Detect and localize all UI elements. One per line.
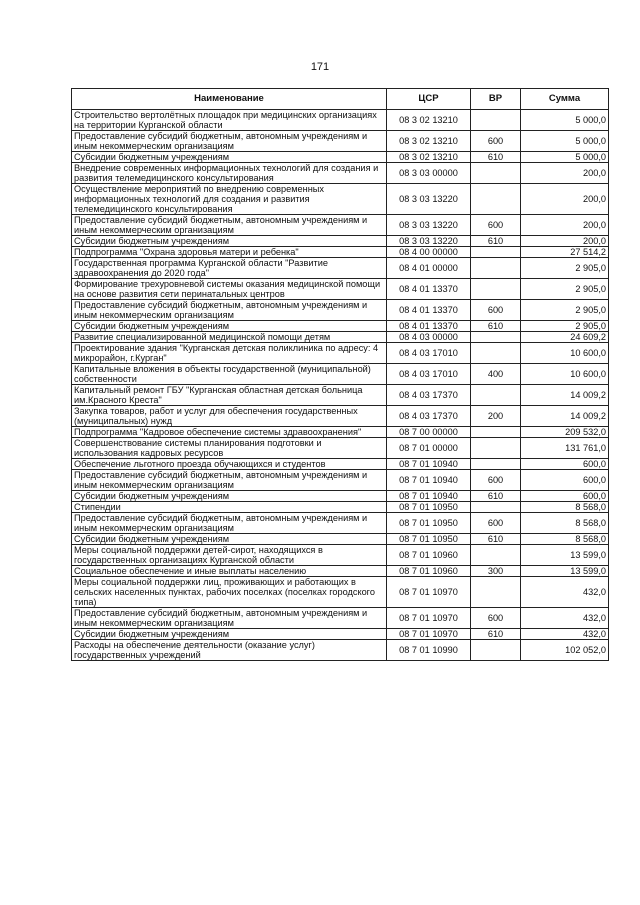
cell-vr [471, 163, 521, 184]
cell-csr: 08 4 03 17010 [387, 343, 471, 364]
table-row [72, 184, 609, 215]
cell-sum: 8 568,0 [521, 513, 609, 534]
cell-name: Формирование трехуровневой системы оказания медицинской помощи на основе развития сети перинатальных центров [72, 279, 387, 300]
cell-vr [471, 577, 521, 608]
table-row [72, 608, 609, 629]
cell-name: Внедрение современных информационных технологий для создания и развития телемедицинского консультирования [72, 163, 387, 184]
cell-csr: 08 3 02 13210 [387, 131, 471, 152]
cell-vr [471, 502, 521, 513]
cell-sum: 209 532,0 [521, 427, 609, 438]
cell-vr [471, 438, 521, 459]
cell-name: Меры социальной поддержки лиц, проживающих и работающих в сельских населенных пунктах, рабочих поселках (поселках городского типа) [72, 577, 387, 608]
table-row [72, 236, 609, 247]
cell-csr: 08 7 01 10940 [387, 491, 471, 502]
cell-sum: 5 000,0 [521, 152, 609, 163]
cell-vr [471, 279, 521, 300]
table-row [72, 247, 609, 258]
cell-csr: 08 4 03 00000 [387, 332, 471, 343]
cell-sum: 27 514,2 [521, 247, 609, 258]
cell-sum: 10 600,0 [521, 343, 609, 364]
cell-sum: 14 009,2 [521, 406, 609, 427]
cell-name: Подпрограмма "Кадровое обеспечение системы здравоохранения" [72, 427, 387, 438]
cell-csr: 08 3 03 13220 [387, 236, 471, 247]
cell-sum: 8 568,0 [521, 534, 609, 545]
cell-name: Строительство вертолётных площадок при медицинских организациях на территории Курганской области [72, 110, 387, 131]
cell-csr: 08 4 01 13370 [387, 279, 471, 300]
table-row [72, 385, 609, 406]
cell-csr: 08 3 03 13220 [387, 184, 471, 215]
cell-sum: 5 000,0 [521, 131, 609, 152]
cell-vr [471, 640, 521, 661]
cell-vr: 600 [471, 300, 521, 321]
cell-name: Осуществление мероприятий по внедрению современных информационных технологий для создания и развития телемедицинского консультирования [72, 184, 387, 215]
cell-vr: 610 [471, 491, 521, 502]
cell-name: Капитальные вложения в объекты государственной (муниципальной) собственности [72, 364, 387, 385]
cell-csr: 08 7 00 00000 [387, 427, 471, 438]
page-number: 171 [310, 61, 330, 73]
cell-sum: 102 052,0 [521, 640, 609, 661]
cell-name: Предоставление субсидий бюджетным, автономным учреждениям и иным некоммерческим организациям [72, 131, 387, 152]
table-row [72, 459, 609, 470]
table-row [72, 640, 609, 661]
table-row [72, 110, 609, 131]
cell-csr: 08 7 01 10960 [387, 566, 471, 577]
cell-csr: 08 7 01 10940 [387, 470, 471, 491]
cell-name: Закупка товаров, работ и услуг для обеспечения государственных (муниципальных) нужд [72, 406, 387, 427]
cell-name: Предоставление субсидий бюджетным, автономным учреждениям и иным некоммерческим организациям [72, 470, 387, 491]
cell-sum: 432,0 [521, 608, 609, 629]
cell-csr: 08 7 01 10970 [387, 629, 471, 640]
cell-vr [471, 332, 521, 343]
table-row [72, 470, 609, 491]
header-csr: ЦСР [387, 89, 471, 110]
cell-sum: 24 609,2 [521, 332, 609, 343]
cell-sum: 600,0 [521, 459, 609, 470]
cell-csr: 08 4 00 00000 [387, 247, 471, 258]
cell-csr: 08 7 01 10940 [387, 459, 471, 470]
cell-vr: 610 [471, 534, 521, 545]
cell-name: Подпрограмма "Охрана здоровья матери и ребенка" [72, 247, 387, 258]
cell-sum: 600,0 [521, 470, 609, 491]
header-vr: ВР [471, 89, 521, 110]
table-row [72, 406, 609, 427]
cell-sum: 200,0 [521, 215, 609, 236]
table-row [72, 332, 609, 343]
cell-sum: 200,0 [521, 163, 609, 184]
header-sum: Сумма [521, 89, 609, 110]
cell-vr: 600 [471, 513, 521, 534]
table-row [72, 321, 609, 332]
cell-csr: 08 7 01 10960 [387, 545, 471, 566]
cell-csr: 08 7 01 10950 [387, 502, 471, 513]
header-name: Наименование [72, 89, 387, 110]
cell-csr: 08 7 01 10970 [387, 577, 471, 608]
cell-name: Предоставление субсидий бюджетным, автономным учреждениям и иным некоммерческим организациям [72, 513, 387, 534]
cell-sum: 2 905,0 [521, 258, 609, 279]
cell-csr: 08 4 01 13370 [387, 300, 471, 321]
table-row [72, 491, 609, 502]
cell-vr: 600 [471, 470, 521, 491]
table-row [72, 545, 609, 566]
cell-vr: 610 [471, 152, 521, 163]
cell-vr [471, 110, 521, 131]
cell-sum: 14 009,2 [521, 385, 609, 406]
cell-csr: 08 7 01 10990 [387, 640, 471, 661]
cell-name: Субсидии бюджетным учреждениям [72, 321, 387, 332]
cell-sum: 432,0 [521, 577, 609, 608]
cell-vr: 610 [471, 321, 521, 332]
table-row [72, 577, 609, 608]
cell-name: Совершенствование системы планирования подготовки и использования кадровых ресурсов [72, 438, 387, 459]
cell-sum: 200,0 [521, 184, 609, 215]
cell-csr: 08 7 01 10950 [387, 534, 471, 545]
cell-name: Стипендии [72, 502, 387, 513]
cell-csr: 08 7 01 10950 [387, 513, 471, 534]
cell-csr: 08 3 03 00000 [387, 163, 471, 184]
cell-csr: 08 4 03 17370 [387, 385, 471, 406]
cell-vr: 600 [471, 215, 521, 236]
table-row [72, 364, 609, 385]
cell-csr: 08 3 02 13210 [387, 110, 471, 131]
table-row [72, 152, 609, 163]
cell-name: Субсидии бюджетным учреждениям [72, 152, 387, 163]
cell-csr: 08 4 01 00000 [387, 258, 471, 279]
cell-vr: 200 [471, 406, 521, 427]
table-row [72, 343, 609, 364]
cell-name: Проектирование здания "Курганская детская поликлиника по адресу: 4 микрорайон, г.Курган" [72, 343, 387, 364]
cell-sum: 13 599,0 [521, 545, 609, 566]
table-row [72, 513, 609, 534]
table-row [72, 163, 609, 184]
cell-vr: 600 [471, 131, 521, 152]
table-header-row [72, 89, 609, 110]
cell-sum: 13 599,0 [521, 566, 609, 577]
cell-name: Расходы на обеспечение деятельности (оказание услуг) государственных учреждений [72, 640, 387, 661]
cell-name: Капитальный ремонт ГБУ "Курганская областная детская больница им.Красного Креста" [72, 385, 387, 406]
table-row [72, 279, 609, 300]
cell-sum: 5 000,0 [521, 110, 609, 131]
table-row [72, 534, 609, 545]
cell-vr: 600 [471, 608, 521, 629]
cell-sum: 10 600,0 [521, 364, 609, 385]
cell-vr [471, 343, 521, 364]
table-row [72, 566, 609, 577]
cell-vr [471, 545, 521, 566]
table-row [72, 438, 609, 459]
cell-csr: 08 7 01 00000 [387, 438, 471, 459]
cell-vr [471, 459, 521, 470]
table-row [72, 258, 609, 279]
cell-name: Предоставление субсидий бюджетным, автономным учреждениям и иным некоммерческим организациям [72, 608, 387, 629]
cell-name: Развитие специализированной медицинской помощи детям [72, 332, 387, 343]
cell-sum: 2 905,0 [521, 300, 609, 321]
cell-csr: 08 4 03 17370 [387, 406, 471, 427]
cell-csr: 08 7 01 10970 [387, 608, 471, 629]
cell-sum: 8 568,0 [521, 502, 609, 513]
cell-sum: 2 905,0 [521, 321, 609, 332]
cell-vr [471, 427, 521, 438]
table-row [72, 300, 609, 321]
cell-sum: 2 905,0 [521, 279, 609, 300]
cell-name: Меры социальной поддержки детей-сирот, находящихся в государственных организациях Курганской области [72, 545, 387, 566]
cell-sum: 200,0 [521, 236, 609, 247]
cell-csr: 08 4 03 17010 [387, 364, 471, 385]
cell-sum: 432,0 [521, 629, 609, 640]
table-row [72, 427, 609, 438]
table-row [72, 629, 609, 640]
table-body [72, 110, 609, 661]
cell-sum: 600,0 [521, 491, 609, 502]
budget-table [71, 88, 609, 661]
table-row [72, 131, 609, 152]
table-row [72, 215, 609, 236]
cell-vr [471, 247, 521, 258]
cell-vr [471, 184, 521, 215]
cell-vr: 400 [471, 364, 521, 385]
cell-csr: 08 3 03 13220 [387, 215, 471, 236]
cell-name: Субсидии бюджетным учреждениям [72, 236, 387, 247]
cell-vr: 610 [471, 236, 521, 247]
cell-vr: 300 [471, 566, 521, 577]
cell-name: Предоставление субсидий бюджетным, автономным учреждениям и иным некоммерческим организациям [72, 300, 387, 321]
cell-csr: 08 4 01 13370 [387, 321, 471, 332]
cell-vr [471, 385, 521, 406]
cell-name: Обеспечение льготного проезда обучающихся и студентов [72, 459, 387, 470]
cell-sum: 131 761,0 [521, 438, 609, 459]
cell-vr: 610 [471, 629, 521, 640]
table-row [72, 502, 609, 513]
cell-name: Субсидии бюджетным учреждениям [72, 491, 387, 502]
cell-name: Предоставление субсидий бюджетным, автономным учреждениям и иным некоммерческим организациям [72, 215, 387, 236]
cell-name: Субсидии бюджетным учреждениям [72, 534, 387, 545]
cell-csr: 08 3 02 13210 [387, 152, 471, 163]
cell-name: Социальное обеспечение и иные выплаты населению [72, 566, 387, 577]
cell-name: Субсидии бюджетным учреждениям [72, 629, 387, 640]
cell-vr [471, 258, 521, 279]
cell-name: Государственная программа Курганской области "Развитие здравоохранения до 2020 года" [72, 258, 387, 279]
